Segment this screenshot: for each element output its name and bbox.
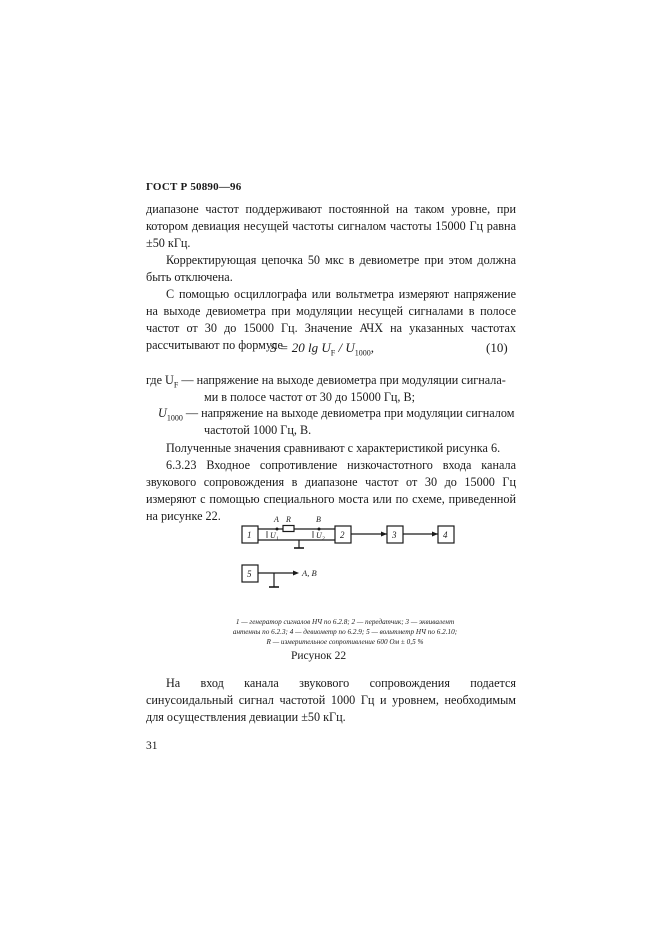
- def-where: где U: [146, 373, 174, 387]
- formula-sub-f: F: [330, 348, 336, 358]
- formula-10: [270, 340, 374, 358]
- paragraph-closing: На вход канала звукового сопровождения подается синусоидальный сигнал частотой 1000 Гц и уровнем, необходимым для осуществления девиации ±50 кГц.: [146, 676, 516, 724]
- arrow-5-ab: [293, 571, 299, 576]
- formula-comma: ,: [370, 340, 374, 355]
- def-sub-f: F: [173, 380, 179, 390]
- page-number: 31: [146, 740, 158, 752]
- block-3-label: 3: [392, 530, 397, 540]
- def-u1000-symbol: U: [158, 406, 167, 420]
- label-r: R: [286, 515, 291, 524]
- paragraph-6-3-23: 6.3.23 Входное сопротивление низкочастотного входа канала звукового сопровождения в диапазоне частот от 30 до 15000 Гц измеряют с помощью специального моста или по схеме, приведенной на рисунке 22.: [146, 458, 516, 523]
- block-4-label: 4: [443, 530, 448, 540]
- label-u2-sub: 2: [322, 536, 325, 542]
- formula-main: S = 20 lg U: [270, 340, 331, 355]
- block-2-label: 2: [340, 530, 345, 540]
- label-a: A: [274, 515, 279, 524]
- definitions-block: [146, 372, 516, 442]
- document-header: ГОСТ Р 50890—96: [146, 181, 242, 193]
- label-u1-sub: 1: [276, 536, 279, 542]
- label-ab: A, B: [302, 568, 317, 578]
- paragraph-correction-chain: Корректирующая цепочка 50 мкс в девиометре при этом должна быть отключена.: [146, 253, 516, 284]
- paragraph-comparison: Полученные значения сравнивают с характеристикой рисунка 6.: [166, 441, 501, 455]
- paragraph-range-continuation: диапазоне частот поддерживают постоянной на таком уровне, при котором девиация несущей частоты сигналом частоты 15000 Гц равна ±50 кГц.: [146, 202, 516, 250]
- arrow-2-3: [381, 532, 387, 537]
- label-b: B: [316, 515, 321, 524]
- resistor-r: [283, 526, 294, 532]
- arrow-3-4: [432, 532, 438, 537]
- equation-number: (10): [486, 340, 508, 355]
- circuit-diagram: [230, 512, 470, 612]
- label-u1: U: [270, 531, 276, 540]
- block-5-label: 5: [247, 569, 252, 579]
- definition-u1000-line2: частотой 1000 Гц, В.: [204, 422, 312, 437]
- paragraph-measurement: С помощью осциллографа или вольтметра измеряют напряжение на выходе девиометра при модуляции несущей сигналами в полосе частот от 30 до 15000 Гц. Значение АЧХ на указанных частотах рассчитывают по формуле: [146, 287, 516, 352]
- figure-caption: 1 — генератор сигналов НЧ по 6.2.8; 2 — передатчик; 3 — эквивалент антенны по 6.2.3; 4 — девиометр по 6.2.9; 5 — вольтметр НЧ по 6.2.10; R — измерительное сопротивление 600 Ом ± 0,5 %: [232, 618, 458, 646]
- def-uf-text: — напряжение на выходе девиометра при модуляции сигнала-: [178, 373, 506, 387]
- figure-title: Рисунок 22: [291, 650, 347, 662]
- block-1-label: 1: [247, 530, 252, 540]
- formula-slash: / U: [335, 340, 355, 355]
- label-u2: U: [316, 531, 322, 540]
- node-a: [276, 528, 279, 531]
- definition-uf-line2: ми в полосе частот от 30 до 15000 Гц, В;: [204, 389, 416, 404]
- formula-sub-1000: 1000: [354, 348, 371, 358]
- def-sub-1000: 1000: [166, 413, 183, 423]
- def-u1000-text: — напряжение на выходе девиометра при модуляции сигналом: [182, 406, 515, 420]
